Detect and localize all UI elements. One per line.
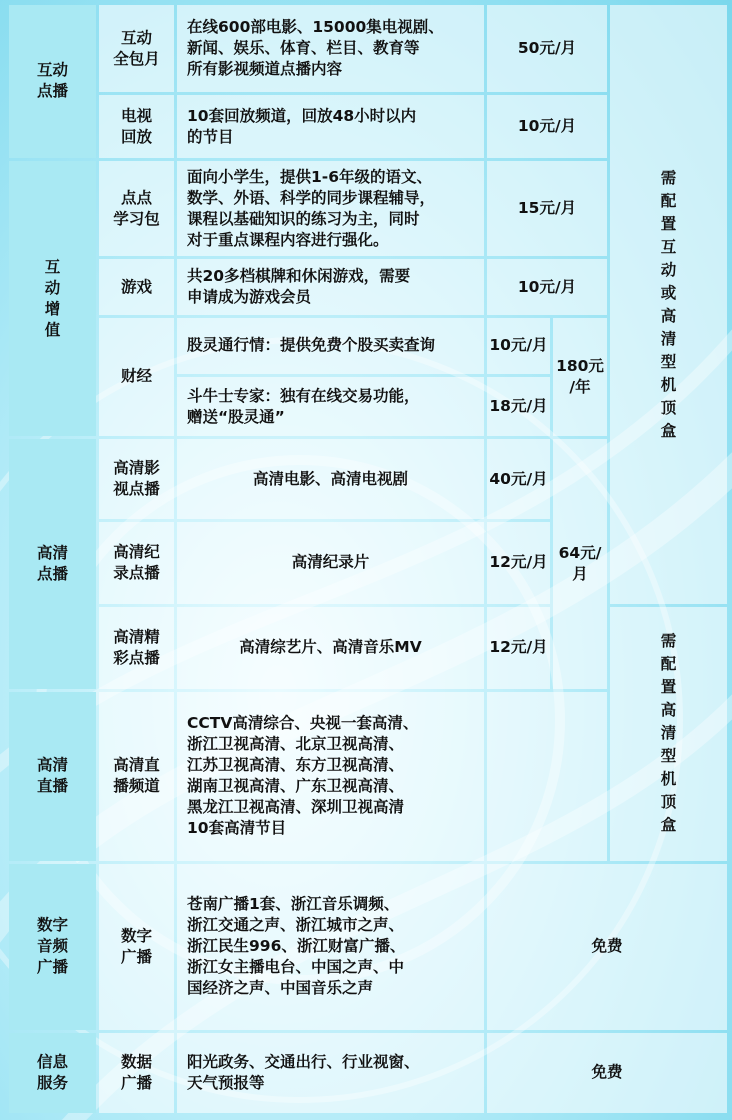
category-digital-radio: 数字 音频 广播 [9, 864, 96, 1030]
service-name: 数据 广播 [99, 1033, 174, 1114]
category-hd-live: 高清 直播 [9, 692, 96, 861]
service-name: 高清精 彩点播 [99, 607, 174, 688]
service-price-empty [487, 692, 607, 861]
row-interactive-monthly [9, 5, 727, 92]
service-name: 互动 全包月 [99, 5, 174, 92]
note-hd-box: 需配置高清型机顶盒 [610, 607, 727, 860]
service-price: 12元/月 [487, 522, 550, 604]
service-price: 15元/月 [487, 161, 607, 257]
service-price: 10元/月 [487, 318, 550, 374]
service-price: 40元/月 [487, 439, 550, 518]
service-desc: 高清纪录片 [177, 522, 484, 604]
service-price: 免费 [487, 1033, 727, 1114]
service-desc: CCTV高清综合、央视一套高清、 浙江卫视高清、北京卫视高清、 江苏卫视高清、东方卫视高清、 湖南卫视高清、广东卫视高清、 黑龙江卫视高清、深圳卫视高清 10套高清节目 [177, 692, 484, 861]
service-price: 18元/月 [487, 377, 550, 436]
service-name: 财经 [99, 318, 174, 437]
category-info: 信息 服务 [9, 1033, 96, 1114]
category-interactive-vod: 互动 点播 [9, 5, 96, 158]
category-hd-vod: 高清 点播 [9, 439, 96, 688]
service-desc: 斗牛士专家：独有在线交易功能， 赠送“股灵通” [177, 377, 484, 436]
service-desc: 在线600部电影、15000集电视剧、 新闻、娱乐、体育、栏目、教育等 所有影视频道点播内容 [177, 5, 484, 92]
bundle-price-finance: 180元 /年 [553, 318, 607, 437]
service-desc: 高清电影、高清电视剧 [177, 439, 484, 518]
service-desc: 苍南广播1套、浙江音乐调频、 浙江交通之声、浙江城市之声、 浙江民生996、浙江财富广播、 浙江女主播电台、中国之声、中 国经济之声、中国音乐之声 [177, 864, 484, 1030]
note-interactive-box: 需配置互动或高清型机顶盒 [610, 5, 727, 604]
row-hd-vod-3 [9, 607, 727, 688]
service-price: 免费 [487, 864, 727, 1030]
price-table [6, 2, 730, 1116]
service-desc: 阳光政务、交通出行、行业视窗、 天气预报等 [177, 1033, 484, 1114]
service-desc: 高清综艺片、高清音乐MV [177, 607, 484, 688]
category-interactive-value: 互 动 增 值 [9, 161, 96, 436]
service-name: 电视 回放 [99, 95, 174, 157]
service-price: 10元/月 [487, 95, 607, 157]
service-name: 高清直 播频道 [99, 692, 174, 861]
service-name: 高清影 视点播 [99, 439, 174, 518]
service-desc: 面向小学生，提供1-6年级的语文、 数学、外语、科学的同步课程辅导， 课程以基础知识的练习为主，同时 对于重点课程内容进行强化。 [177, 161, 484, 257]
service-name: 游戏 [99, 259, 174, 314]
service-desc: 股灵通行情：提供免费个股买卖查询 [177, 318, 484, 374]
service-desc: 10套回放频道，回放48小时以内 的节目 [177, 95, 484, 157]
row-digital-radio [9, 864, 727, 1030]
service-price: 50元/月 [487, 5, 607, 92]
service-desc: 共20多档棋牌和休闲游戏，需要 申请成为游戏会员 [177, 259, 484, 314]
service-name: 数字 广播 [99, 864, 174, 1030]
service-price: 12元/月 [487, 607, 550, 688]
bundle-price-hd-vod: 64元/月 [553, 439, 607, 688]
service-price: 10元/月 [487, 259, 607, 314]
service-name: 高清纪 录点播 [99, 522, 174, 604]
service-name: 点点 学习包 [99, 161, 174, 257]
row-info [9, 1033, 727, 1114]
